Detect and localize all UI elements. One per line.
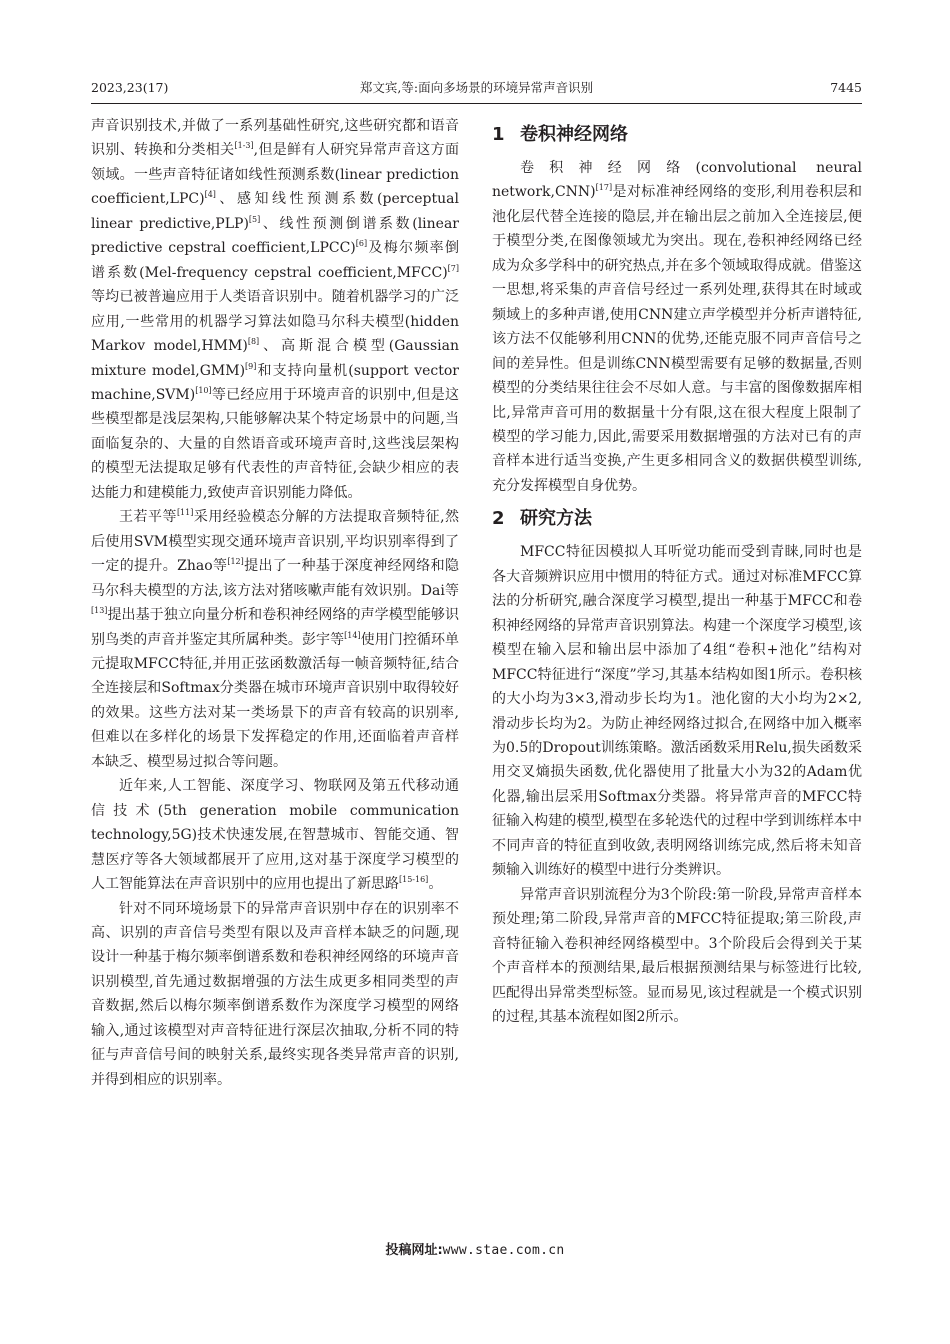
running-header [91,78,862,98]
citation: [1-3] [234,141,254,151]
citation: [8] [247,337,260,347]
paragraph-background [91,774,459,896]
submission-label: 投稿网址: [385,1243,443,1258]
text: 提出了一种基于深度神经网络和隐马尔科夫模型的方法,该方法对猪咳嗽声能有效识别。Dai等 [91,558,459,599]
citation: [9] [245,361,257,371]
citation: [17] [595,183,613,193]
text: 卷积神经网络(convolutional neural network,CNN) [492,160,862,201]
running-title: 郑文宾,等:面向多场景的环境异常声音识别 [359,80,594,95]
text: 采用经验模态分解的方法提取音频特征,然后使用SVM模型实现交通环境声音识别,平均识别率得到了一定的提升。Zhao等 [91,509,459,575]
text: 。 [428,876,443,893]
paragraph-cnn [492,156,862,498]
citation: [13] [91,606,108,616]
text: 是对标准神经网络的变形,利用卷积层和池化层代替全连接的隐层,并在输出层之前加入全连接层,便于模型分类,在图像领域尤为突出。现在,卷积神经网络已经成为众多学科中的研究热点,并在多个领域取得成就。借鉴这一思想,将采集的声音信号经过一系列处理,获得其在时域或频域上的多种声谱,使用CNN建立声学模型并分析声谱特征,该方法不仅能够利用CNN的优势,还能克服不同声音信号之间的差异性。但是训练CNN模型需要有足够的数据量,否则模型的分类结果往往会不尽如人意。与丰富的图像数据库相比,异常声音可用的数据量十分有限,这在很大程度上限制了模型的学习能力,因此,需要采用数据增强的方法对已有的声音样本进行适当变换,产生更多相同含义的数据供模型训练,充分发挥模型自身优势。 [492,184,862,494]
text: 、线性预测倒谱系数(linear predictive cepstral coefficient,LPCC) [91,215,460,257]
citation: [7] [447,263,459,273]
right-column [492,114,862,1029]
section-number: 2 [492,508,505,530]
paragraph-proposal: 针对不同环境场景下的异常声音识别中存在的识别率不高、识别的声音信号类型有限以及声音样本缺乏的问题,现设计一种基于梅尔频率倒谱系数和卷积神经网络的环境声音识别模型,首先通过数据增强的方法生成更多相同类型的声音数据,然后以梅尔频率倒谱系数作为深度学习模型的网络输入,通过该模型对声音特征进行深层次抽取,分析不同的特征与声音信号间的映射关系,最终实现各类异常声音的识别,并得到相应的识别率。 [91,900,459,1088]
text: 使用门控循环单元提取MFCC特征,并用正弦函数激活每一帧音频特征,结合全连接层和Softmax分类器在城市环境声音识别中取得较好的效果。这些方法对某一类场景下的声音有较高的识别率,但难以在多样化的场景下发挥稳定的作用,还面临着声音样本缺乏、模型易过拟合等问题。 [91,631,460,770]
text: 、高斯混合模型(Gaussian mixture model,GMM) [91,338,460,379]
text: 提出基于独立向量分析和卷积神经网络的声学模型能够识别鸟类的声音并鉴定其所属种类。彭宇等 [91,607,459,648]
left-column [91,114,459,1092]
paragraph-related-work [91,505,459,774]
paragraph-intro-continued [91,114,459,505]
page-number: 7445 [830,80,862,95]
section-heading-2 [492,498,862,540]
journal-volume-issue: 2023,23(17) [91,80,169,95]
citation: [10] [195,385,212,395]
citation: [11] [176,508,194,518]
text: 、感知线性预测系数(perceptual linear predictive,PLP) [91,191,459,232]
text: 近年来,人工智能、深度学习、物联网及第五代移动通信技术(5th generation mobile communication technology,5G)技术快速发展,在智慧城市、智能交通、智慧医疗等各大领域都展开了应用,这对基于深度学习模型的人工智能算法在声音识别中的应用也提出了新思路 [91,778,459,893]
text: ,但是鲜有人研究异常声音这方面领域。一些声音特征诸如线性预测系数(linear prediction coefficient,LPC) [91,142,460,208]
header-rule [91,103,862,104]
paragraph-process: 异常声音识别流程分为3个阶段:第一阶段,异常声音样本预处理;第二阶段,异常声音的MFCC特征提取;第三阶段,声音特征输入卷积神经网络模型中。3个阶段后会得到关于某个声音样本的预测结果,最后根据预测结果与标签进行比较,匹配得出异常类型标签。显而易见,该过程就是一个模式识别的过程,其基本流程如图2所示。 [492,886,862,1025]
citation: [6] [355,239,368,249]
section-number: 1 [492,124,505,145]
citation: [15-16] [399,875,429,885]
text: 及梅尔频率倒谱系数(Mel-frequency cepstral coefficient,MFCC) [91,240,459,281]
citation: [14] [344,630,361,640]
citation: [5] [248,214,261,224]
citation: [4] [204,190,216,200]
page-footer [0,1242,950,1260]
text: 等已经应用于环境声音的识别中,但是这些模型都是浅层架构,只能够解决某个特定场景中的问题,当面临复杂的、大量的自然语音或环境声音时,这些浅层架构的模型无法提取足够有代表性的声音特征,会缺少相应的表达能力和建模能力,致使声音识别能力降低。 [91,386,459,501]
paragraph-method: MFCC特征因模拟人耳听觉功能而受到青睐,同时也是各大音频辨识应用中惯用的特征方式。通过对标准MFCC算法的分析研究,融合深度学习模型,提出一种基于MFCC和卷积神经网络的异常声音识别算法。构建一个深度学习模型,该模型在输入层和输出层中添加了4组“卷积+池化”结构对MFCC特征进行“深度”学习,其基本结构如图1所示。卷积核的大小均为3×3,滑动步长均为1。池化窗的大小均为2×2,滑动步长均为2。为防止神经网络过拟合,在网络中加入概率为0.5的Dropout训练策略。激活函数采用Relu,损失函数采用交叉熵损失函数,优化器使用了批量大小为32的Adam优化器,输出层采用Softmax分类器。将异常声音的MFCC特征输入构建的模型,模型在多轮迭代的过程中学到训练样本中不同声音的特征直到收敛,表明网络训练完成,然后将未知音频输入训练好的模型中进行分类辨识。 [492,544,862,879]
section-title: 研究方法 [520,508,592,530]
text: 声音识别技术,并做了一系列基础性研究,这些研究都和语音识别、转换和分类相关 [91,118,459,159]
text: 和支持向量机(support vector machine,SVM) [91,362,459,403]
text: 王若平等 [119,509,177,526]
section-heading-1 [492,114,862,156]
citation: [12] [227,557,244,567]
section-title: 卷积神经网络 [520,124,628,145]
text: 等均已被普遍应用于人类语音识别中。随着机器学习的广泛应用,一些常用的机器学习算法如隐马尔科夫模型(hidden Markov model,HMM) [91,289,459,355]
submission-url[interactable]: www.stae.com.cn [442,1243,565,1258]
